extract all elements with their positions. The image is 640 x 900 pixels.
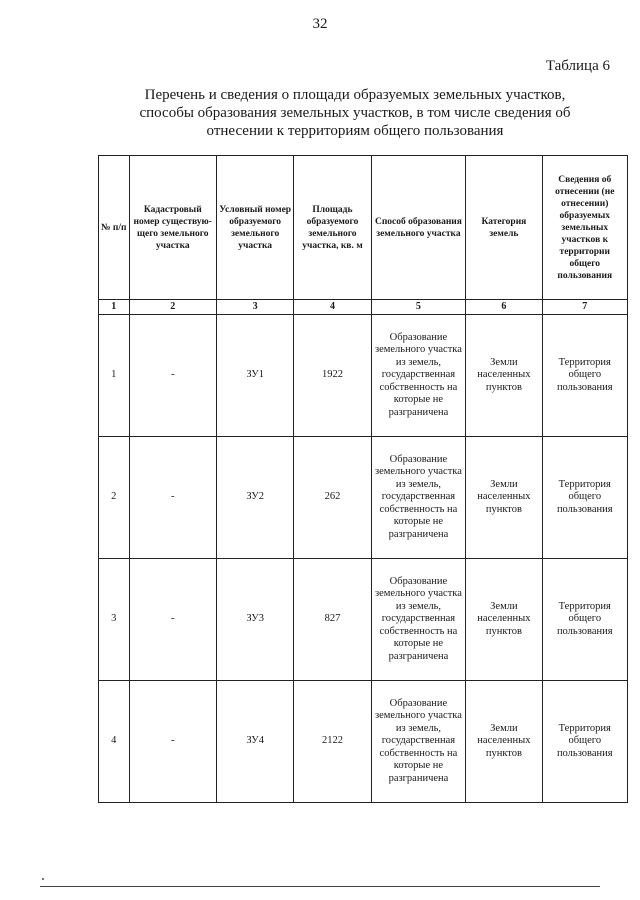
plot-area: 827 (294, 559, 371, 681)
cadastral-number: - (129, 681, 216, 803)
row-index: 1 (99, 315, 130, 437)
column-number: 6 (466, 300, 542, 315)
row-index: 3 (99, 559, 130, 681)
header-index: № п/п (99, 156, 130, 300)
land-category: Земли населенных пунктов (466, 315, 542, 437)
conditional-number: ЗУ1 (217, 315, 294, 437)
column-number: 1 (99, 300, 130, 315)
cadastral-number: - (129, 559, 216, 681)
document-title (120, 86, 590, 140)
footer-divider (40, 886, 600, 887)
scan-mark (42, 878, 44, 880)
table-label: Таблица 6 (545, 58, 610, 74)
page-number: 32 (312, 16, 328, 32)
header-land-category: Категория земель (466, 156, 542, 300)
land-category: Земли населенных пунктов (466, 437, 542, 559)
table-row (99, 315, 628, 437)
public-use-status: Территория общего пользования (542, 559, 627, 681)
cadastral-number: - (129, 315, 216, 437)
conditional-number: ЗУ4 (217, 681, 294, 803)
header-conditional-number: Условный номер образуемого земельного участка (217, 156, 294, 300)
public-use-status: Территория общего пользования (542, 681, 627, 803)
header-cadastral-number: Кадастровый номер существую-щего земельного участка (129, 156, 216, 300)
table-row (99, 437, 628, 559)
land-category: Земли населенных пунктов (466, 681, 542, 803)
land-plots-table (98, 155, 628, 803)
public-use-status: Территория общего пользования (542, 315, 627, 437)
plot-area: 1922 (294, 315, 371, 437)
table-row (99, 559, 628, 681)
column-number: 4 (294, 300, 371, 315)
cadastral-number: - (129, 437, 216, 559)
formation-method: Образование земельного участка из земель, государственная собственность на которые не разграничена (371, 681, 466, 803)
plot-area: 262 (294, 437, 371, 559)
column-number: 5 (371, 300, 466, 315)
column-number: 7 (542, 300, 627, 315)
land-category: Земли населенных пунктов (466, 559, 542, 681)
header-formation-method: Способ образования земельного участка (371, 156, 466, 300)
column-number-row (99, 300, 628, 315)
formation-method: Образование земельного участка из земель, государственная собственность на которые не разграничена (371, 315, 466, 437)
title-line-2: способы образования земельных участков, в том числе сведения об (139, 105, 571, 121)
plot-area: 2122 (294, 681, 371, 803)
conditional-number: ЗУ3 (217, 559, 294, 681)
formation-method: Образование земельного участка из земель, государственная собственность на которые не разграничена (371, 559, 466, 681)
table-row (99, 681, 628, 803)
title-line-1: Перечень и сведения о площади образуемых земельных участков, (144, 87, 566, 103)
conditional-number: ЗУ2 (217, 437, 294, 559)
row-index: 2 (99, 437, 130, 559)
header-public-use: Сведения об отнесении (не отнесении) образуемых земельных участков к территории общего пользования (542, 156, 627, 300)
header-row (99, 156, 628, 300)
public-use-status: Территория общего пользования (542, 437, 627, 559)
formation-method: Образование земельного участка из земель, государственная собственность на которые не разграничена (371, 437, 466, 559)
header-area: Площадь образуемого земельного участка, кв. м (294, 156, 371, 300)
title-line-3: отнесении к территориям общего пользования (206, 123, 504, 139)
row-index: 4 (99, 681, 130, 803)
column-number: 2 (129, 300, 216, 315)
column-number: 3 (217, 300, 294, 315)
